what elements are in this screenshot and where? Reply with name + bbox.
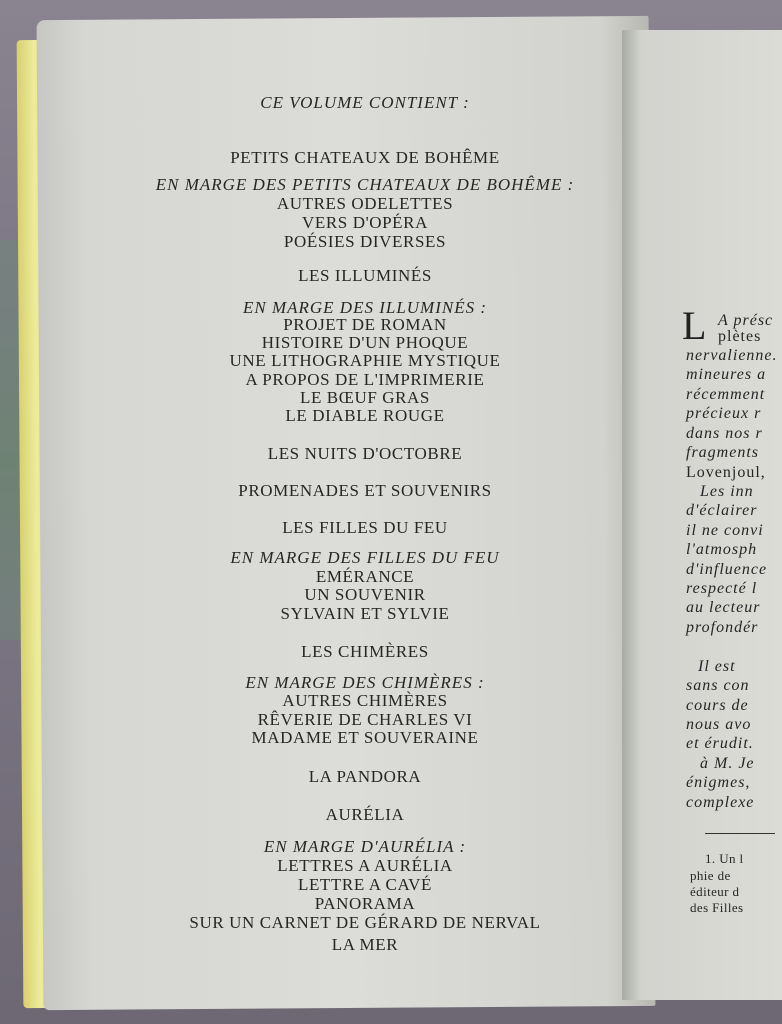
preface-line: Lovenjoul,	[686, 464, 766, 481]
preface-line: au lecteur	[686, 599, 761, 616]
footnote-line: éditeur d	[690, 884, 740, 899]
toc-line: LA PANDORA	[308, 767, 422, 786]
toc-line: UN SOUVENIR	[304, 585, 426, 604]
toc-line: LES CHIMÈRES	[301, 642, 429, 661]
toc-line: PROMENADES ET SOUVENIRS	[238, 481, 492, 500]
preface-line: et érudit.	[686, 735, 754, 752]
toc-line: LETTRE A CAVÉ	[297, 875, 433, 894]
toc-line: UNE LITHOGRAPHIE MYSTIQUE	[229, 351, 501, 370]
preface-line: récemment	[686, 386, 766, 403]
toc-line: EN MARGE DES FILLES DU FEU	[230, 548, 500, 567]
toc-line: EN MARGE DES ILLUMINÉS :	[242, 298, 488, 317]
toc-line: AURÉLIA	[325, 805, 405, 824]
toc-line: EN MARGE DES CHIMÈRES :	[245, 673, 485, 692]
preface-line: d'éclairer	[686, 502, 758, 519]
toc-line: MADAME ET SOUVERAINE	[251, 728, 479, 747]
toc-line: EN MARGE D'AURÉLIA :	[263, 837, 467, 856]
toc-line: EN MARGE DES PETITS CHATEAUX DE BOHÊME :	[155, 175, 575, 194]
toc-line: LE BŒUF GRAS	[299, 388, 430, 407]
toc-line: LA MER	[331, 935, 399, 954]
preface-line: il ne convi	[686, 522, 764, 539]
toc-line: EMÉRANCE	[315, 567, 415, 586]
toc-line: SUR UN CARNET DE GÉRARD DE NERVAL	[189, 913, 541, 932]
toc-line: LES NUITS D'OCTOBRE	[267, 444, 463, 463]
preface-line: sans con	[686, 677, 750, 694]
toc-line: POÉSIES DIVERSES	[283, 232, 447, 251]
preface-line: nous avo	[686, 716, 752, 733]
preface-line: nervalienne.	[686, 347, 778, 364]
toc-line: PROJET DE ROMAN	[283, 315, 447, 334]
toc-line: LES ILLUMINÉS	[298, 266, 432, 285]
preface-line: Les inn	[700, 483, 754, 500]
footnote-line: phie de	[690, 868, 731, 883]
toc-line: CE VOLUME CONTIENT :	[260, 93, 470, 112]
preface-line: cours de	[686, 697, 749, 714]
toc-line: LE DIABLE ROUGE	[285, 406, 445, 425]
toc-line: VERS D'OPÉRA	[302, 213, 428, 232]
preface-line: l'atmosph	[686, 541, 758, 558]
preface-line: plètes	[718, 328, 762, 345]
preface-line: énigmes,	[686, 774, 751, 791]
preface-line: précieux r	[686, 405, 762, 422]
preface-line: d'influence	[686, 561, 768, 578]
toc-line: AUTRES CHIMÈRES	[282, 691, 448, 710]
footnote-rule	[705, 833, 775, 834]
toc-line: A PROPOS DE L'IMPRIMERIE	[245, 370, 485, 389]
toc-line: LES FILLES DU FEU	[282, 518, 448, 537]
toc-line: RÊVERIE DE CHARLES VI	[257, 710, 473, 729]
preface-line: Il est	[698, 658, 736, 675]
footnote-line: des Filles	[690, 900, 744, 915]
toc-line: AUTRES ODELETTES	[276, 194, 454, 213]
toc-line: LETTRES A AURÉLIA	[277, 856, 453, 875]
drop-cap: L	[682, 303, 707, 348]
preface-line: mineures a	[686, 366, 767, 383]
preface-line: profondér	[686, 619, 759, 636]
preface-line: à M. Je	[700, 755, 755, 772]
preface-line: A présc	[718, 312, 774, 329]
preface-line: complexe	[686, 794, 755, 811]
preface-line: dans nos r	[686, 425, 763, 442]
preface-line: respecté l	[686, 580, 758, 597]
preface-line: fragments	[686, 444, 759, 461]
toc-line: PANORAMA	[314, 894, 416, 913]
toc-line: HISTOIRE D'UN PHOQUE	[261, 333, 469, 352]
footnote-line: 1. Un l	[705, 851, 744, 866]
toc-line: SYLVAIN ET SYLVIE	[280, 604, 450, 623]
toc-line: PETITS CHATEAUX DE BOHÊME	[230, 148, 500, 167]
